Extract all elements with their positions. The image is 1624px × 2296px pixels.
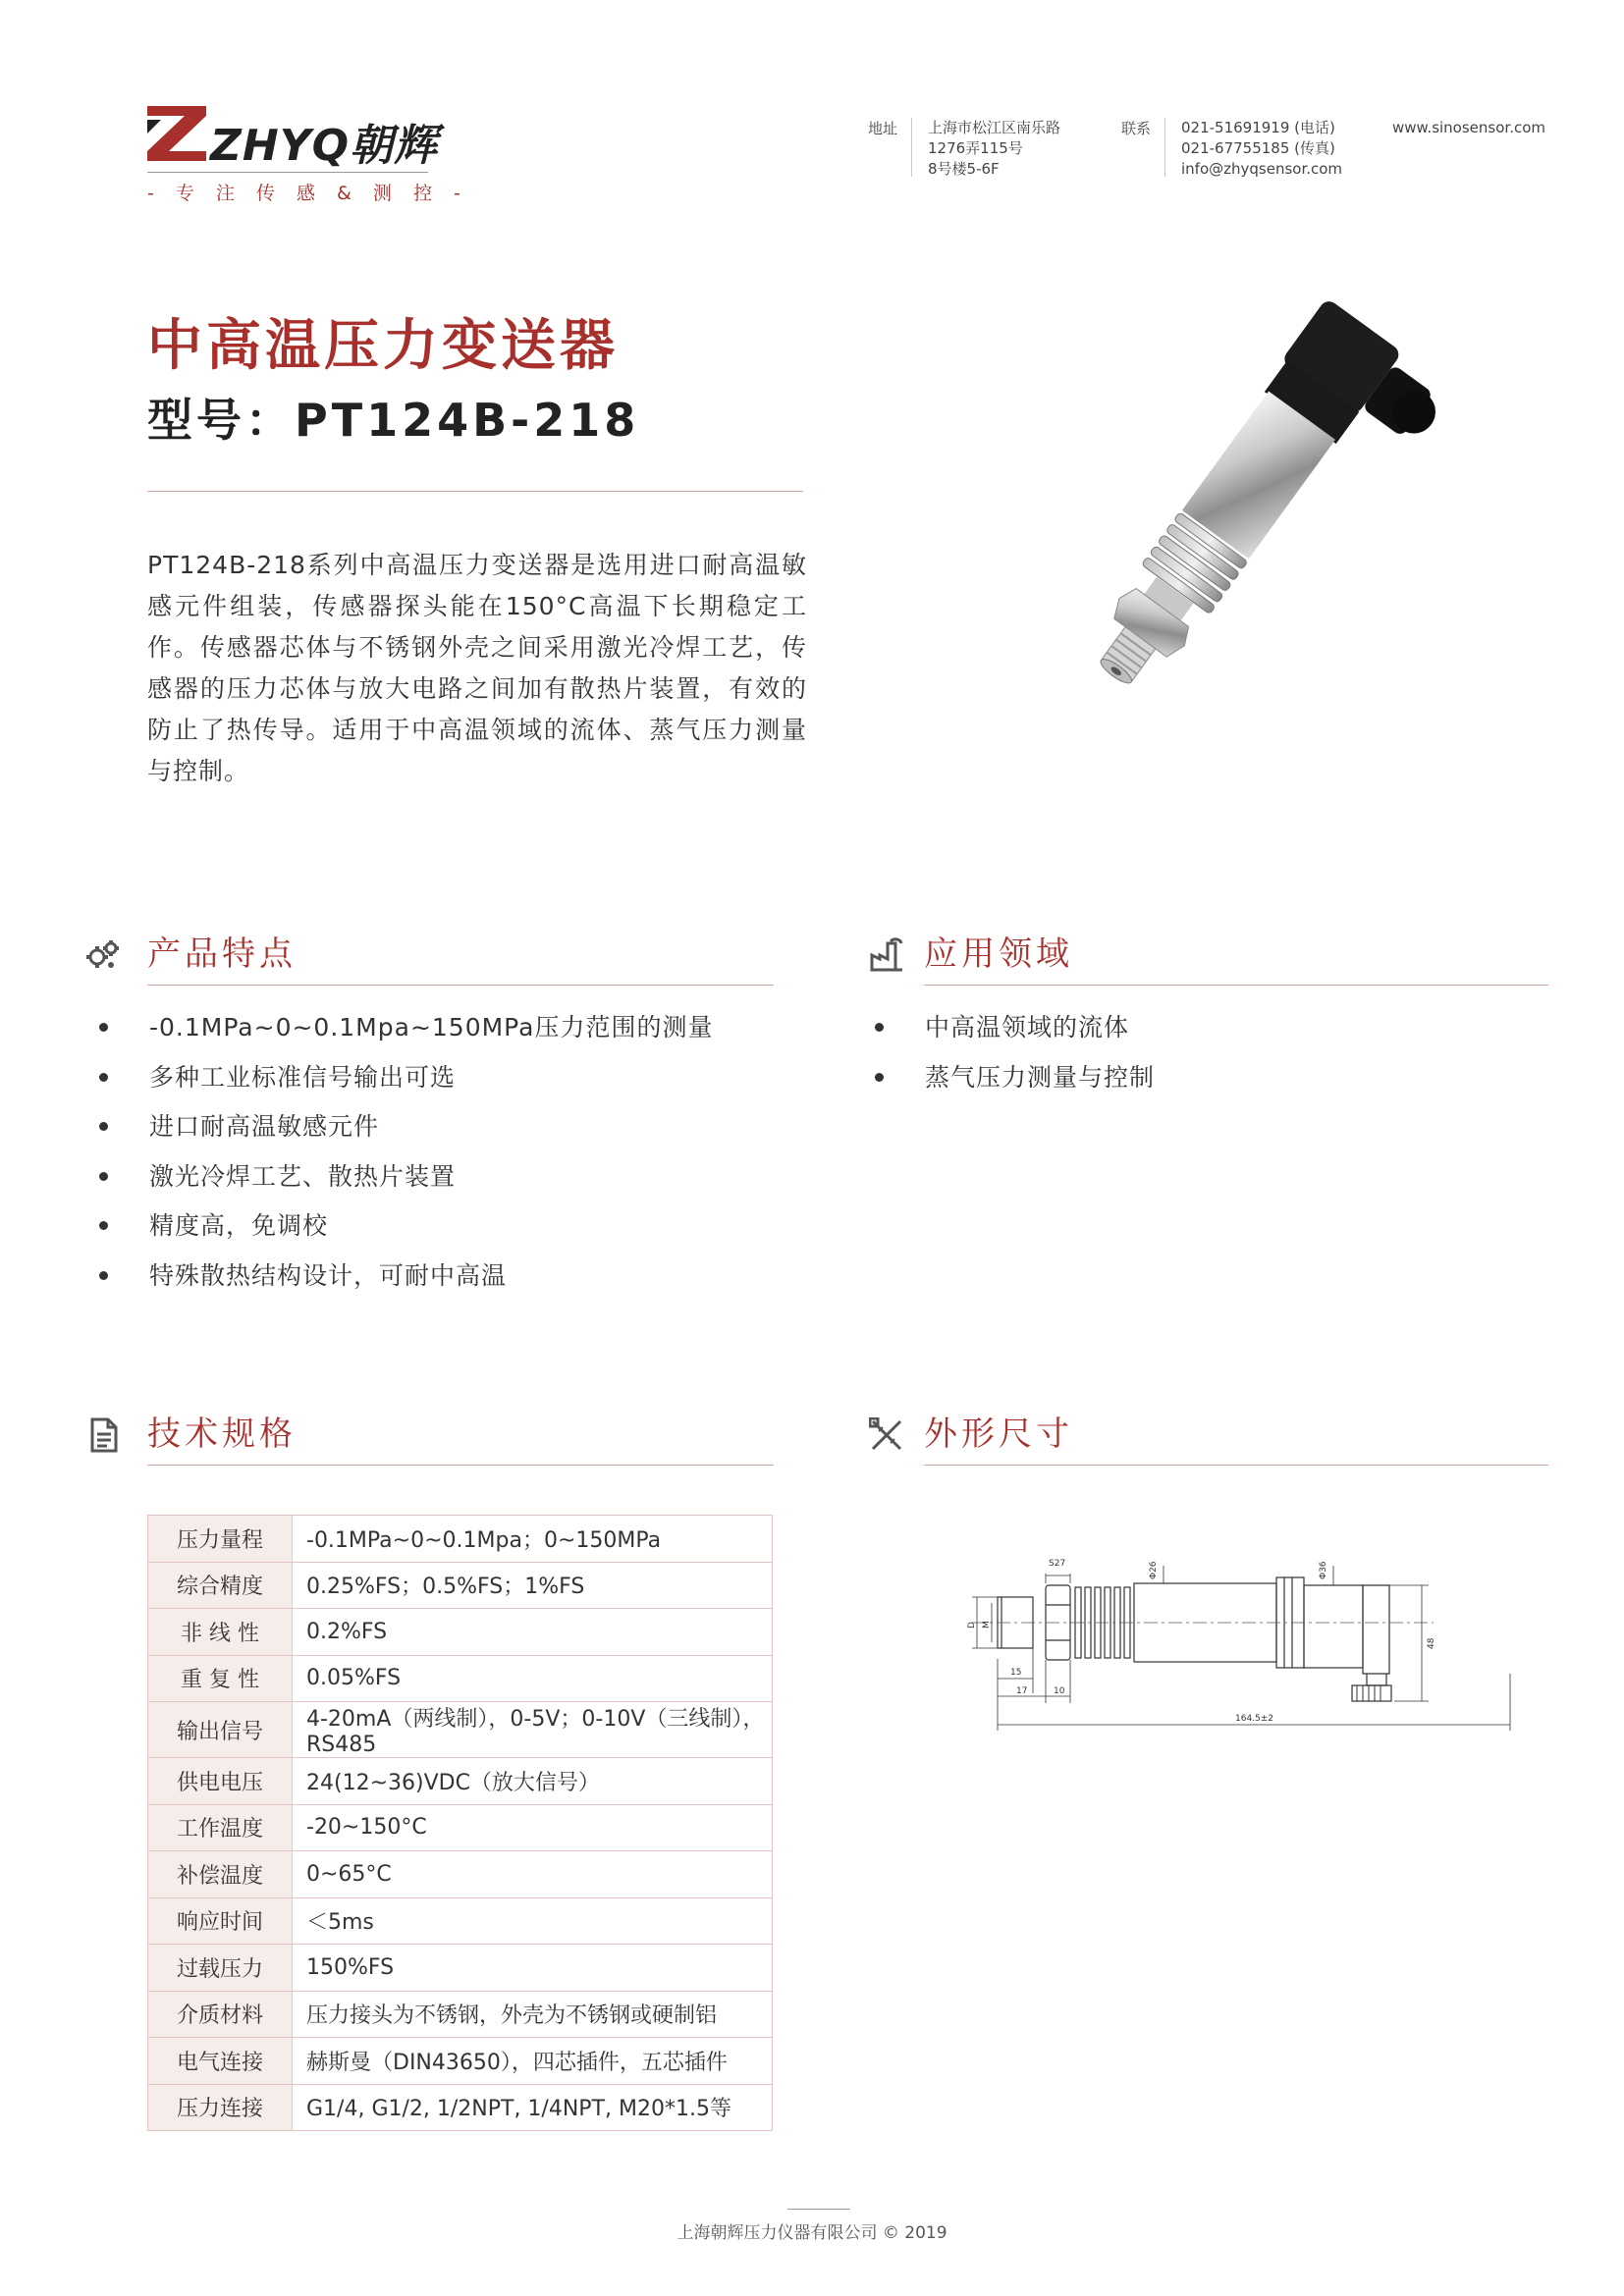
spec-key: 响应时间 xyxy=(148,1897,293,1945)
bullet-dot xyxy=(99,1172,108,1181)
diameter-26-label: Φ26 xyxy=(1149,1561,1159,1579)
brand-slogan: - 专 注 传 感 & 测 控 - xyxy=(147,183,468,204)
bullet-dot xyxy=(99,1073,108,1082)
table-row xyxy=(148,2084,773,2131)
list-item xyxy=(149,1152,713,1202)
list-item xyxy=(149,1102,713,1152)
dimension-drawing xyxy=(923,1526,1561,1801)
address-label: 地址 xyxy=(868,120,898,137)
product-image xyxy=(967,294,1488,766)
length-10-label: 10 xyxy=(1054,1686,1065,1696)
spec-value: ＜5ms xyxy=(293,1897,773,1945)
table-row xyxy=(148,1562,773,1609)
applications-divider xyxy=(924,985,1548,986)
spec-value: 赫斯曼（DIN43650），四芯插件，五芯插件 xyxy=(293,2038,773,2085)
spec-key: 综合精度 xyxy=(148,1562,293,1609)
application-text: 蒸气压力测量与控制 xyxy=(925,1062,1156,1092)
feature-text: -0.1MPa~0~0.1Mpa~150MPa压力范围的测量 xyxy=(149,1013,714,1041)
feature-text: 激光冷焊工艺、散热片装置 xyxy=(149,1161,457,1191)
fax-number: 021-67755185 (传真) xyxy=(1181,139,1335,157)
bullet-dot xyxy=(99,1122,108,1131)
logo-divider xyxy=(147,172,428,173)
feature-text: 进口耐高温敏感元件 xyxy=(149,1112,380,1141)
height-48-label: 48 xyxy=(1427,1637,1436,1649)
applications-list xyxy=(925,1003,1155,1102)
total-length-label: 164.5±2 xyxy=(1235,1714,1274,1724)
spec-value: 150%FS xyxy=(293,1945,773,1992)
feature-text: 特殊散热结构设计，可耐中高温 xyxy=(149,1260,508,1290)
hex-size-label: S27 xyxy=(1049,1559,1066,1569)
spec-key: 非 线 性 xyxy=(148,1609,293,1656)
list-item xyxy=(925,1053,1155,1103)
table-row xyxy=(148,1991,773,2038)
product-model: 型号：PT124B-218 xyxy=(147,394,640,447)
address-line: 8号楼5-6F xyxy=(928,160,1000,178)
spec-value: 压力接头为不锈钢，外壳为不锈钢或硬制铝 xyxy=(293,1991,773,2038)
spec-value: 0~65°C xyxy=(293,1851,773,1898)
document-icon xyxy=(86,1417,122,1453)
spec-key: 补偿温度 xyxy=(148,1851,293,1898)
table-row xyxy=(148,1945,773,1992)
list-item xyxy=(925,1003,1155,1053)
thread-d-label: D xyxy=(967,1622,977,1629)
spec-value: -20~150°C xyxy=(293,1804,773,1851)
spec-value: 0.25%FS；0.5%FS；1%FS xyxy=(293,1562,773,1609)
contact-block xyxy=(1181,118,1342,180)
spec-value: 4-20mA（两线制），0-5V；0-10V（三线制），RS485 xyxy=(293,1702,773,1758)
product-description: PT124B-218系列中高温压力变送器是选用进口耐高温敏感元件组装，传感器探头能在150°C高温下长期稳定工作。传感器芯体与不锈钢外壳之间采用激光冷焊工艺，传感器的压力芯体与放大电路之间加有散热片装置，有效的防止了热传导。适用于中高温领域的流体、蒸气压力测量与控制。 xyxy=(147,551,807,785)
specs-divider xyxy=(147,1465,774,1466)
length-17-label: 17 xyxy=(1016,1686,1028,1696)
phone-number: 021-51691919 (电话) xyxy=(1181,119,1335,136)
bullet-dot xyxy=(875,1023,884,1032)
application-text: 中高温领域的流体 xyxy=(925,1013,1130,1041)
dimensions-divider xyxy=(924,1465,1548,1466)
diameter-36-label: Φ36 xyxy=(1319,1561,1328,1579)
list-item xyxy=(149,1252,713,1302)
table-row xyxy=(148,1516,773,1563)
footer-copyright: 上海朝辉压力仪器有限公司 © 2019 xyxy=(677,2223,947,2243)
footer-divider xyxy=(787,2209,850,2210)
spec-key: 输出信号 xyxy=(148,1702,293,1758)
list-item xyxy=(149,1003,713,1053)
address-block xyxy=(928,118,1060,180)
product-title: 中高温压力变送器 xyxy=(147,314,619,378)
header-separator xyxy=(911,118,912,177)
spec-key: 工作温度 xyxy=(148,1804,293,1851)
spec-key: 供电电压 xyxy=(148,1758,293,1805)
list-item xyxy=(149,1201,713,1252)
spec-value: 24(12~36)VDC（放大信号） xyxy=(293,1758,773,1805)
contact-label: 联系 xyxy=(1121,120,1152,137)
ruler-tools-icon xyxy=(869,1417,904,1453)
spec-key: 压力连接 xyxy=(148,2084,293,2131)
table-row xyxy=(148,2038,773,2085)
spec-key: 过载压力 xyxy=(148,1945,293,1992)
thread-m-label: M xyxy=(982,1621,992,1629)
factory-icon xyxy=(869,937,904,973)
feature-text: 精度高，免调校 xyxy=(149,1211,329,1240)
features-divider xyxy=(147,985,774,986)
header-separator xyxy=(1164,118,1165,177)
spec-key: 压力量程 xyxy=(148,1516,293,1563)
table-row xyxy=(148,1851,773,1898)
website-link[interactable]: www.sinosensor.com xyxy=(1392,119,1545,136)
logo-mark xyxy=(147,106,206,161)
length-15-label: 15 xyxy=(1010,1668,1022,1678)
table-row xyxy=(148,1897,773,1945)
title-divider xyxy=(147,491,803,492)
brand-name: ZHYQ朝辉 xyxy=(210,121,438,171)
spec-value: 0.2%FS xyxy=(293,1609,773,1656)
list-item xyxy=(149,1053,713,1103)
spec-value: G1/4, G1/2, 1/2NPT, 1/4NPT, M20*1.5等 xyxy=(293,2084,773,2131)
table-row xyxy=(148,1804,773,1851)
gears-icon xyxy=(84,937,120,973)
spec-table xyxy=(147,1515,773,2131)
address-line: 上海市松江区南乐路 xyxy=(928,119,1061,136)
table-row xyxy=(148,1655,773,1702)
bullet-dot xyxy=(99,1221,108,1230)
bullet-dot xyxy=(875,1073,884,1082)
features-list xyxy=(149,1003,713,1301)
email-link[interactable]: info@zhyqsensor.com xyxy=(1181,160,1343,178)
table-row xyxy=(148,1758,773,1805)
spec-key: 介质材料 xyxy=(148,1991,293,2038)
bullet-dot xyxy=(99,1023,108,1032)
table-row xyxy=(148,1702,773,1758)
spec-key: 电气连接 xyxy=(148,2038,293,2085)
applications-heading: 应用领域 xyxy=(924,934,1073,974)
address-line: 1276弄115号 xyxy=(928,139,1023,157)
features-heading: 产品特点 xyxy=(147,934,297,974)
specs-heading: 技术规格 xyxy=(147,1415,297,1454)
feature-text: 多种工业标准信号输出可选 xyxy=(149,1062,457,1092)
table-row xyxy=(148,1609,773,1656)
spec-value: -0.1MPa~0~0.1Mpa；0~150MPa xyxy=(293,1516,773,1563)
spec-key: 重 复 性 xyxy=(148,1655,293,1702)
spec-value: 0.05%FS xyxy=(293,1655,773,1702)
dimensions-heading: 外形尺寸 xyxy=(924,1415,1073,1454)
bullet-dot xyxy=(99,1271,108,1280)
